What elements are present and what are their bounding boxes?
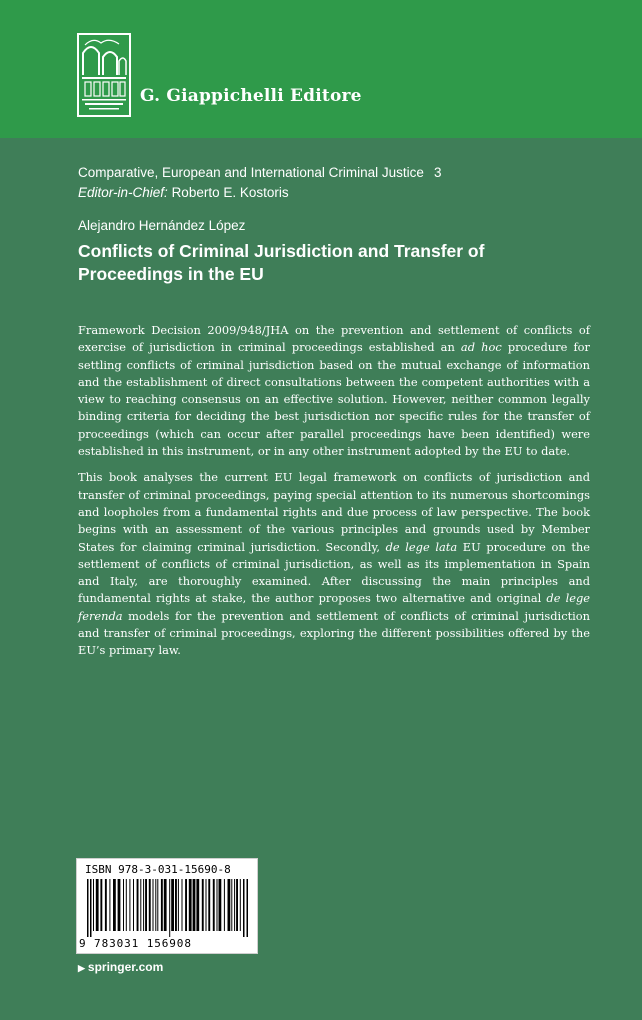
book-title: Conflicts of Criminal Jurisdiction and Transfer of Proceedings in the EU [78,241,485,284]
series-title: Comparative, European and International Criminal Justice [78,165,424,180]
book-author: Alejandro Hernández López [78,218,246,233]
blurb-paragraph-1 [78,322,590,460]
editor-name: Roberto E. Kostoris [171,185,289,200]
blurb [78,322,590,669]
blurb-p2-text-c: models for the prevention and settlement of conflicts of criminal jurisdiction and transfer of criminal proceedings, exploring the different possibilities offered by the EU’s primary law. [78,608,590,658]
series-number: 3 [433,165,442,180]
blurb-p2-text-a: This book analyses the current EU legal framework on conflicts of jurisdiction and transfer of criminal proceedings, paying special attention to its numerous shortcomings and loopholes from a fundamental rights and due process of law perspective. The book begins with an assessment of the various principles and grounds used by Member States for claiming criminal jurisdiction. Secondly, [78,470,590,554]
series-line [78,165,441,180]
springer-link-label: springer.com [87,960,164,974]
blurb-paragraph-2 [78,469,590,659]
blurb-p2-text-b: EU procedure on the settlement of conflicts of criminal jurisdiction, as well as its implementation in Spain and Italy, are thoroughly examined. After discussing the main principles and fundamental rights at stake, the author proposes two alternative and original [78,539,590,606]
blurb-p1-text-a: Framework Decision 2009/948/JHA on the prevention and settlement of conflicts of exercise of jurisdiction in criminal proceedings established an [78,323,590,355]
right-triangle-icon: ▶ [78,963,85,973]
blurb-p2-italic-1: de lege lata [385,539,458,554]
publisher-name: G. Giappichelli Editore [140,86,362,106]
barcode-box [76,858,258,954]
blurb-p1-text-b: procedure for settling conflicts of criminal jurisdiction based on the mutual exchange of information and the establishment of direct consultations between the competent authorities with a view to reaching consensus on an effective solution. However, neither common legally binding criteria for deciding the best jurisdiction nor specific rules for the transfer of proceedings (which can occur after parallel proceedings have been identified) were established in this instrument, or in any other instrument adopted by the EU to date. [78,340,590,459]
isbn-label: ISBN 978-3-031-15690-8 [85,863,231,876]
editor-label: Editor-in-Chief: [78,185,168,200]
giappichelli-palazzo-logo-icon [77,33,131,117]
ean-barcode-icon [87,879,249,937]
editor-line [78,185,289,200]
blurb-p2-italic-2: de lege ferenda [78,591,590,623]
ean-digits: 9 783031 156908 [79,937,192,950]
blurb-p1-italic: ad hoc [460,340,502,355]
springer-link[interactable] [78,960,163,974]
